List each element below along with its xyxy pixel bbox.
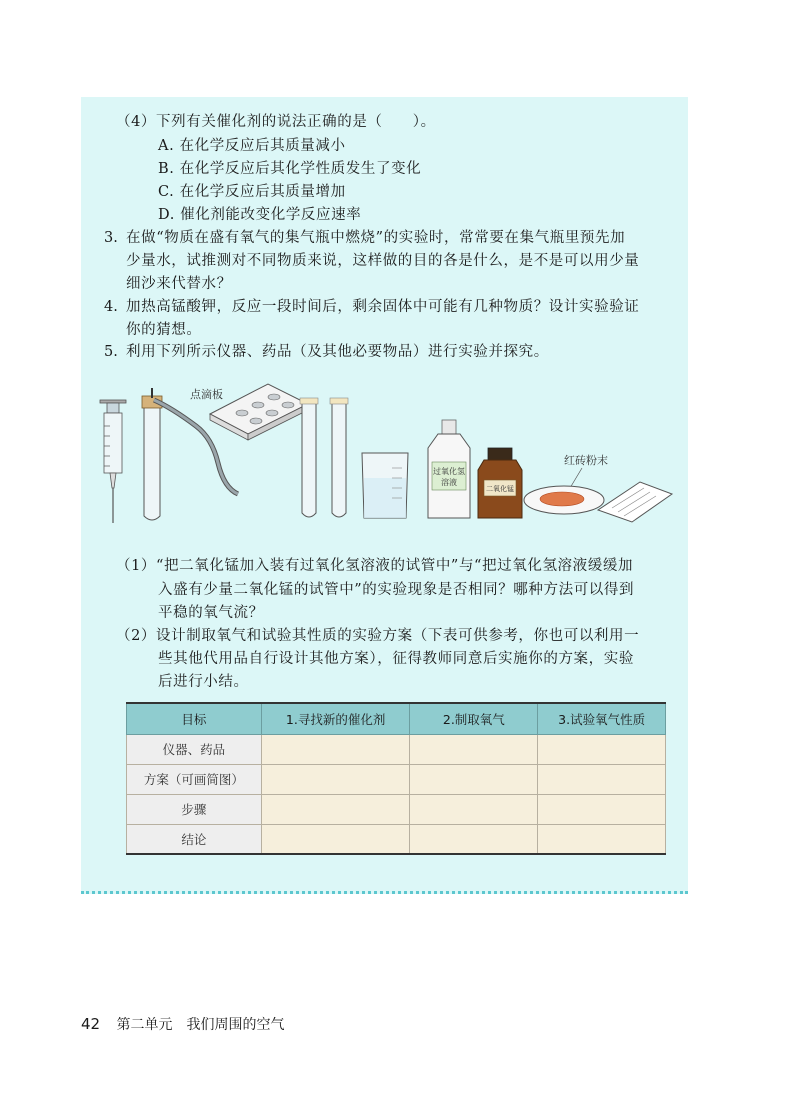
spot-plate-label: 点滴板 — [190, 388, 223, 401]
q4-option-b: B. 在化学反应后其化学性质发生了变化 — [158, 161, 422, 177]
q4main-line-1: 加热高锰酸钾，反应一段时间后，剩余固体中可能有几种物质？设计实验验证 — [126, 299, 640, 315]
table-cell — [261, 824, 410, 854]
h2o2-label-line1: 过氧化氢 — [433, 467, 465, 476]
table-header-goal: 目标 — [127, 703, 262, 734]
q4main-line-2: 你的猜想。 — [126, 322, 202, 338]
table-cell — [261, 794, 410, 824]
q4main-number: 4. — [104, 299, 118, 315]
q5-number: 5. — [104, 344, 118, 360]
table-cell — [261, 734, 410, 764]
row-label-equipment: 仪器、药品 — [127, 734, 262, 764]
q4-option-d: D. 催化剂能改变化学反应速率 — [158, 207, 362, 223]
sub2-line-3: 后进行小结。 — [158, 674, 249, 690]
table-cell — [261, 764, 410, 794]
row-label-plan: 方案（可画简图） — [127, 764, 262, 794]
chapter-title: 第二单元 我们周围的空气 — [116, 1017, 285, 1033]
page-number: 42 — [81, 1015, 101, 1033]
q4-stem: （4）下列有关催化剂的说法正确的是（ ）。 — [116, 114, 436, 130]
table-cell — [410, 824, 538, 854]
table-cell — [410, 734, 538, 764]
mno2-label: 二氧化锰 — [486, 485, 514, 493]
spot-plate-icon — [190, 384, 308, 440]
page-footer — [81, 1014, 285, 1034]
matches-paper-icon — [598, 482, 672, 522]
table-cell — [410, 794, 538, 824]
q3-line-3: 细沙来代替水？ — [126, 276, 232, 292]
table-row — [127, 824, 666, 854]
table-header-produce-oxygen: 2.制取氧气 — [410, 703, 538, 734]
sub2-line-1: （2）设计制取氧气和试验其性质的实验方案（下表可供参考，你也可以利用一 — [116, 628, 640, 644]
test-tube-icon — [330, 398, 348, 517]
table-cell — [538, 764, 666, 794]
manganese-dioxide-bottle-icon — [478, 448, 522, 518]
table-row — [127, 764, 666, 794]
beaker-icon — [362, 453, 408, 518]
q4-option-c: C. 在化学反应后其质量增加 — [158, 184, 346, 200]
table-row — [127, 794, 666, 824]
syringe-icon — [100, 400, 126, 523]
table-header-catalyst: 1.寻找新的催化剂 — [261, 703, 410, 734]
row-label-conclusion: 结论 — [127, 824, 262, 854]
hydrogen-peroxide-bottle-icon — [428, 420, 470, 518]
sub2-line-2: 些其他代用品自行设计其他方案），征得教师同意后实施你的方案，实验 — [158, 651, 634, 667]
q3-line-1: 在做“物质在盛有氧气的集气瓶中燃烧”的实验时，常常要在集气瓶里预先加 — [126, 230, 626, 246]
apparatus-figure — [92, 378, 692, 528]
q3-line-2: 少量水，试推测对不同物质来说，这样做的目的各是什么，是不是可以用少量 — [126, 253, 640, 269]
table-row — [127, 734, 666, 764]
table-cell — [538, 734, 666, 764]
q5-line-1: 利用下列所示仪器、药品（及其他必要物品）进行实验并探究。 — [126, 344, 549, 360]
table-cell — [538, 794, 666, 824]
sub1-line-2: 入盛有少量二氧化锰的试管中”的实验现象是否相同？哪种方法可以得到 — [158, 582, 635, 598]
table-cell — [538, 824, 666, 854]
table-header-row — [127, 703, 666, 734]
experiment-plan-table — [126, 702, 666, 855]
h2o2-label-line2: 溶液 — [441, 478, 457, 487]
brick-powder-label: 红砖粉末 — [564, 454, 608, 467]
test-tube-icon — [300, 398, 318, 517]
table-header-test-oxygen: 3.试验氧气性质 — [538, 703, 666, 734]
row-label-steps: 步骤 — [127, 794, 262, 824]
sub1-line-3: 平稳的氧气流？ — [158, 605, 264, 621]
brick-powder-dish-icon — [524, 453, 608, 514]
sub1-line-1: （1）“把二氧化锰加入装有过氧化氢溶液的试管中”与“把过氧化氢溶液缓缓加 — [116, 558, 634, 574]
table-cell — [410, 764, 538, 794]
q4-option-a: A. 在化学反应后其质量减小 — [158, 138, 346, 154]
q3-number: 3. — [104, 230, 118, 246]
